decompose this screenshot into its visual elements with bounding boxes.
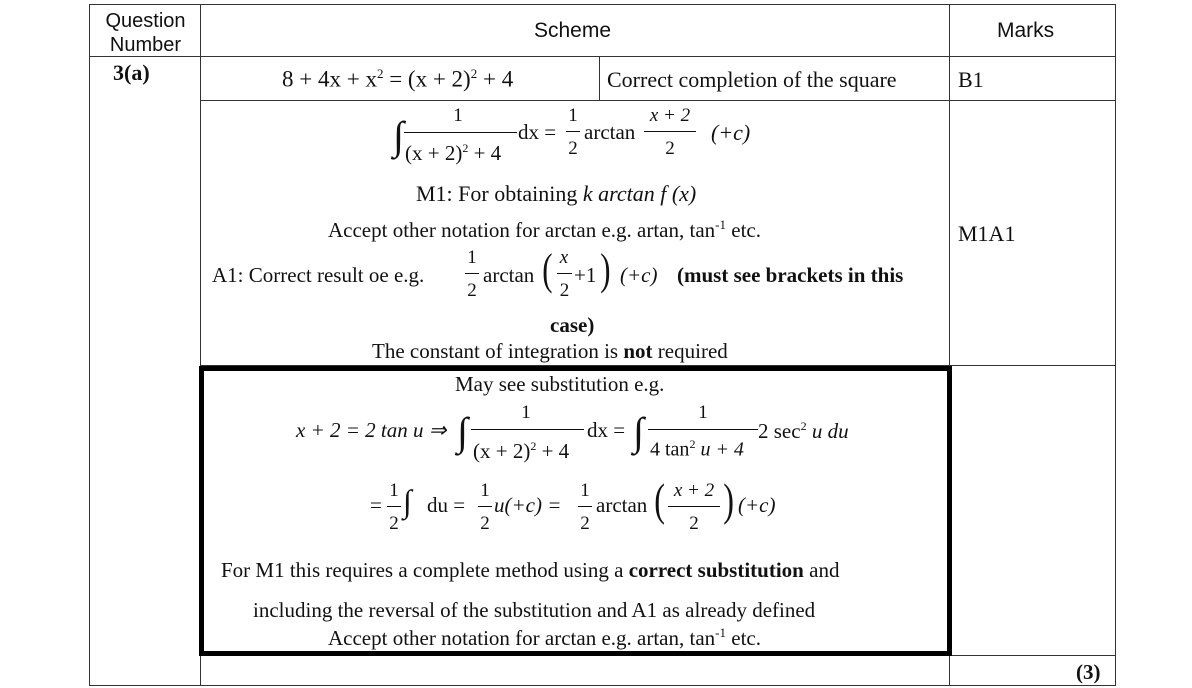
a1-arctan: arctan [483,263,535,287]
accept-text: Accept other notation for arctan e.g. artan, tan [328,218,716,242]
header-bottom-border [89,56,1116,57]
m1-description [416,183,696,205]
l3-half-num: 1 [389,480,399,501]
arctan-frac-den: 2 [665,138,675,159]
a1-prefix: A1: Correct result oe e.g. [212,263,425,287]
expr-left: 8 + 4x + x [282,66,377,92]
total-mark: (3) [1076,660,1101,684]
sub-sec-rest: u du [806,419,849,443]
table-left-border [89,4,90,686]
sub-int1-bar [471,429,584,430]
sub-int1-num: 1 [521,402,531,423]
half-den: 2 [568,138,578,159]
accept-notation [328,218,761,241]
m1-req-text: For M1 this requires a complete method using a [221,558,629,582]
accept-sup: -1 [715,217,727,232]
l3-arctan: arctan [596,493,648,517]
int-denominator [405,142,501,164]
a1-bold-note: (must see brackets in this [677,263,904,287]
constant-note [372,341,728,362]
m1-requirement-line1 [221,560,839,581]
row1-note-divider [599,56,600,100]
completed-square-expression [282,67,513,91]
sub-integral-2: ∫ [633,409,644,454]
table-top-border [89,4,1116,5]
int-dx-eq: dx = [518,120,557,144]
int-den-plus: + 4 [468,141,502,165]
a1-plus-c: (+c) [620,263,658,287]
l3-du: du = [427,493,466,517]
row3-accept-sup: -1 [715,625,727,640]
m1-requirement-line2: including the reversal of the substitution and A1 as already defined [253,598,816,622]
a1-half-bar [465,273,479,274]
m1-text: M1: For obtaining [416,181,583,206]
sub-int2-bar [648,429,758,430]
a1-x-bar [557,273,572,274]
l3-right-paren: ) [723,474,735,525]
row3-accept-notation [328,626,761,649]
sub-dx-eq: dx = [587,418,626,442]
expr-eq: = (x + 2) [389,66,471,92]
table-right-border [1115,4,1116,686]
scheme-header: Scheme [534,19,612,42]
half-num: 1 [568,105,578,126]
half-bar [566,131,580,132]
sub-int2-den-rest: u + 4 [695,438,744,461]
l3-half2-bar [478,506,492,507]
row1-bottom-border [200,100,1116,101]
row3-accept-etc: etc. [726,626,761,650]
arctan-frac-bar [644,131,696,132]
sub-int1-den-sq: 2 [530,439,537,453]
sub-int1-den-plus: + 4 [536,439,570,463]
sub-int1-den [473,440,569,462]
int-den-sq: 2 [462,141,469,155]
sub-int2-num: 1 [698,402,708,423]
l3-half3-num: 1 [580,480,590,501]
l3-frac-num: x + 2 [673,480,715,501]
l3-u: u(+c) = [494,493,562,517]
expr-sq1: 2 [376,66,384,81]
l3-half-den: 2 [389,513,399,534]
sub-integral-1: ∫ [457,409,468,454]
constant-bold: not [623,339,653,363]
sub-sec-text: 2 sec [758,419,801,443]
m1-math: k arctan f (x) [582,181,697,206]
constant-text-2: required [652,339,728,363]
question-label: 3(a) [113,60,150,85]
sub-int2-den-base: 4 tan [650,438,690,461]
m1-req-and: and [803,558,840,582]
expr-sq2: 2 [470,66,478,81]
row1-mark: B1 [958,67,984,92]
may-see-text: May see substitution e.g. [455,372,665,396]
arctan-text: arctan [584,120,636,144]
int-numerator: 1 [453,105,463,126]
a1-plus1: +1 [574,263,597,287]
marks-header: Marks [997,19,1055,42]
l3-half-bar [387,506,401,507]
expr-plus4: + 4 [477,66,514,92]
sub-int2-den [650,438,744,460]
a1-right-paren: ) [600,245,611,294]
l3-frac-bar [668,506,720,507]
int-den-base: (x + 2) [405,141,463,165]
arctan-frac-num: x + 2 [649,105,691,126]
accept-etc: etc. [726,218,761,242]
a1-half-den: 2 [467,280,477,301]
l3-eq: = [370,493,382,517]
l3-frac-den: 2 [689,513,699,534]
question-number-header: Question Number [105,10,186,56]
plus-c: (+c) [711,120,751,145]
sub-int1-den-base: (x + 2) [473,439,531,463]
l3-half2-num: 1 [480,480,490,501]
integral-sign: ∫ [393,113,404,158]
row3-accept-text: Accept other notation for arctan e.g. artan, tan [328,626,716,650]
sub-sec-sq: 2 [800,419,807,433]
l3-integral: ∫ [403,483,412,519]
table-bottom-border [89,685,1116,686]
l3-half2-den: 2 [480,513,490,534]
sub-lhs: x + 2 = 2 tan u ⇒ [296,418,447,442]
row1-note: Correct completion of the square [607,67,897,92]
a1-left-paren: ( [542,245,553,294]
constant-text-1: The constant of integration is [372,339,624,363]
a1-x-num: x [559,247,569,268]
l3-left-paren: ( [654,474,666,525]
int-fraction-bar [404,132,517,133]
a1-half-num: 1 [467,247,477,268]
a1-bold-note-2: case) [550,313,595,337]
a1-x-den: 2 [559,280,570,301]
sub-int2-den-sq: 2 [689,437,696,451]
l3-half3-bar [578,506,592,507]
sub-sec [758,420,849,442]
l3-half3-den: 2 [580,513,590,534]
row2-mark: M1A1 [958,221,1016,246]
m1-req-bold: correct substitution [628,558,804,582]
l3-plus-c: (+c) [738,493,776,517]
